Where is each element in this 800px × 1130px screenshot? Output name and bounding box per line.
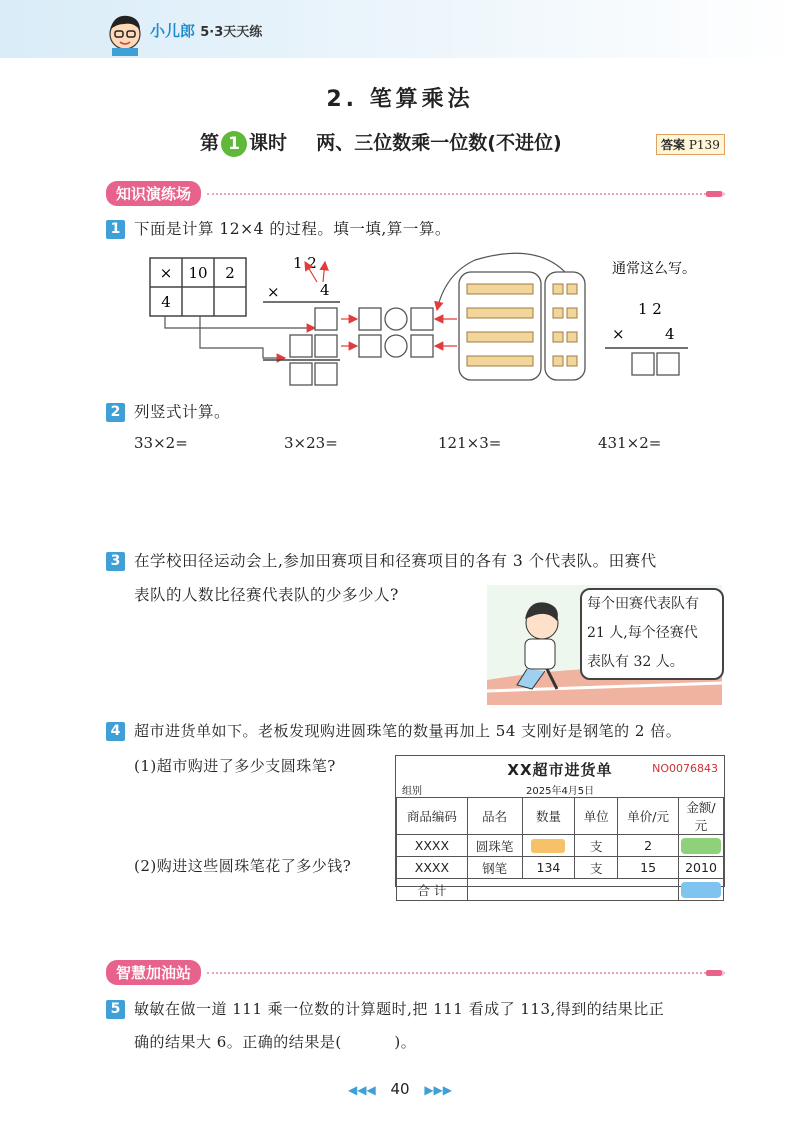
header-cell: 单价/元 <box>618 798 679 835</box>
boy-mascot-icon <box>104 10 146 56</box>
group-label: 组别 <box>402 786 422 797</box>
exercise-4: 431×2= <box>598 434 662 452</box>
section-header-practice <box>106 181 726 206</box>
invoice <box>395 755 725 898</box>
total-row <box>397 879 724 901</box>
answer-page: P139 <box>688 138 720 152</box>
brand-logo <box>150 20 262 41</box>
pencil-icon <box>706 968 726 978</box>
section-divider <box>207 193 706 195</box>
grid-two: 2 <box>225 264 235 282</box>
invoice-header <box>396 756 724 782</box>
amount-cell: 2010 <box>679 857 724 879</box>
section-header-challenge <box>106 960 726 985</box>
vertical-top: 1 2 <box>293 254 317 272</box>
bubble-line-2: 21 人,每个径赛代 <box>587 625 698 641</box>
right-arrows-icon: ▶▶▶ <box>424 1083 453 1097</box>
sub-question-2: (2)购进这些圆珠笔花了多少钱? <box>134 857 352 875</box>
question-line-1: 敏敏在做一道 111 乘一位数的计算题时,把 111 看成了 113,得到的结果比正 <box>134 1000 665 1018</box>
vertical-bottom: 4 <box>320 281 330 299</box>
question-number: 2 <box>106 403 125 422</box>
total-empty <box>467 879 678 901</box>
lesson-number-badge: 1 <box>221 131 247 157</box>
question-number: 5 <box>106 1000 125 1019</box>
table-row <box>397 835 724 857</box>
question-line-2: 确的结果大 6。正确的结果是( )。 <box>134 1033 417 1051</box>
question-line-1: 在学校田径运动会上,参加田赛项目和径赛项目的各有 3 个代表队。田赛代 <box>134 552 657 570</box>
quantity-cell: 134 <box>522 857 575 879</box>
bubble-line-3: 表队有 32 人。 <box>587 654 684 670</box>
invoice-subheader <box>396 782 724 797</box>
question-number: 4 <box>106 722 125 741</box>
q1-diagram <box>145 250 745 390</box>
table-row <box>397 857 724 879</box>
answer-reference <box>656 134 725 155</box>
lesson-suffix: 课时 <box>249 132 288 154</box>
quantity-cell-blank <box>522 835 575 857</box>
lesson-title: 两、三位数乘一位数(不进位) <box>316 132 562 154</box>
price-cell: 15 <box>618 857 679 879</box>
name-cell: 钢笔 <box>467 857 522 879</box>
blue-smudge <box>681 882 721 898</box>
page-number: 40 <box>390 1080 410 1098</box>
section-divider <box>207 972 706 974</box>
chapter-title: 2. 笔算乘法 <box>326 87 474 112</box>
brand-name: 小儿郎 <box>150 22 196 40</box>
amount-cell-blank <box>679 835 724 857</box>
bubble-line-1: 每个田赛代表队有 <box>587 596 699 612</box>
note-vertical-sign: × <box>612 325 625 343</box>
lesson-prefix: 第 <box>200 132 220 154</box>
question-text: 下面是计算 12×4 的过程。填一填,算一算。 <box>134 220 451 238</box>
note-text: 通常这么写。 <box>612 261 696 277</box>
invoice-title: XX超市进货单 <box>507 761 613 779</box>
code-cell: XXXX <box>397 857 468 879</box>
table-header-row <box>397 798 724 835</box>
invoice-table <box>396 797 724 901</box>
sub-question-1: (1)超市购进了多少支圆珠笔? <box>134 757 336 775</box>
exercise-2: 3×23= <box>284 434 338 452</box>
header-cell: 金额/元 <box>679 798 724 835</box>
code-cell: XXXX <box>397 835 468 857</box>
grid-ten: 10 <box>188 264 208 282</box>
section-label: 知识演练场 <box>106 181 201 206</box>
note-vertical-top: 1 2 <box>638 300 662 318</box>
exercise-1: 33×2= <box>134 434 188 452</box>
header-cell: 单位 <box>575 798 618 835</box>
exercise-3: 121×3= <box>438 434 502 452</box>
name-cell: 圆珠笔 <box>467 835 522 857</box>
question-text: 列竖式计算。 <box>134 403 231 421</box>
lesson-title-row <box>200 128 562 157</box>
total-cell-blank <box>679 879 724 901</box>
header-cell: 数量 <box>522 798 575 835</box>
question-line-2: 表队的人数比径赛代表队的少多少人? <box>134 586 399 604</box>
price-cell: 2 <box>618 835 679 857</box>
unit-cell: 支 <box>575 835 618 857</box>
header-cell: 品名 <box>467 798 522 835</box>
question-number: 3 <box>106 552 125 571</box>
header-cell: 商品编码 <box>397 798 468 835</box>
vertical-sign: × <box>267 283 280 301</box>
speech-bubble-text <box>587 590 699 677</box>
grid-four: 4 <box>161 293 171 311</box>
note-vertical-bottom: 4 <box>665 325 675 343</box>
page-footer <box>0 1080 800 1098</box>
question-text: 超市进货单如下。老板发现购进圆珠笔的数量再加上 54 支刚好是钢笔的 2 倍。 <box>134 722 682 740</box>
section-label: 智慧加油站 <box>106 960 201 985</box>
total-label: 合 计 <box>397 879 468 901</box>
question-number: 1 <box>106 220 125 239</box>
unit-cell: 支 <box>575 857 618 879</box>
orange-smudge <box>531 839 565 853</box>
left-arrows-icon: ◀◀◀ <box>347 1083 376 1097</box>
answer-label: 答案 <box>661 138 686 152</box>
green-smudge <box>681 838 721 854</box>
invoice-serial: NO0076843 <box>652 762 718 775</box>
invoice-date: 2025年4月5日 <box>526 786 595 797</box>
pencil-icon <box>706 189 726 199</box>
grid-times: × <box>159 264 173 282</box>
series-name: 5·3天天练 <box>200 25 263 40</box>
